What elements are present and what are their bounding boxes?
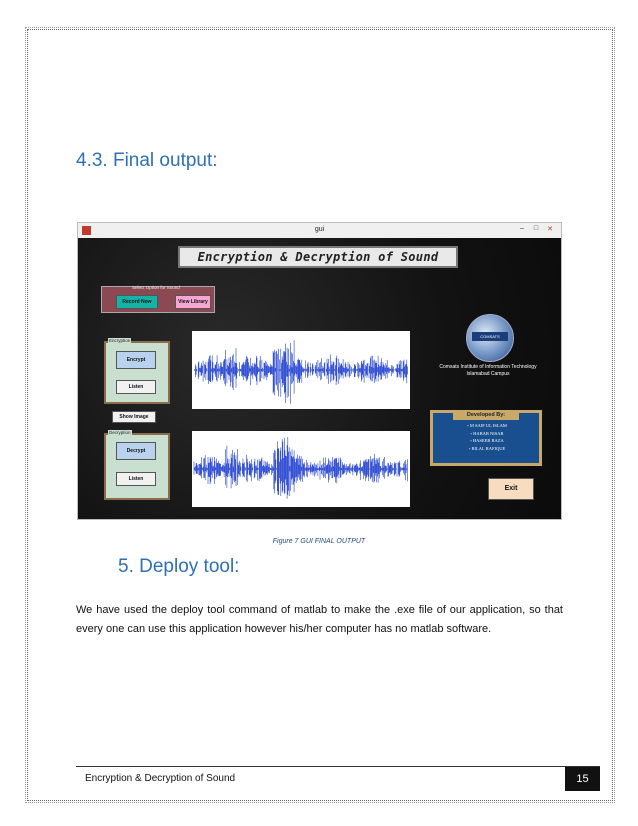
show-image-button[interactable]: Show Image xyxy=(112,411,156,423)
developed-by-label: Developed By: xyxy=(453,411,519,420)
listen-button-encrypted[interactable]: Listen xyxy=(116,380,156,394)
waveform-trace xyxy=(194,437,408,499)
close-icon[interactable]: ✕ xyxy=(547,226,553,233)
decrypted-waveform-plot xyxy=(192,431,410,507)
gui-window xyxy=(77,222,562,520)
section-heading: 4.3. Final output: xyxy=(76,150,218,171)
exit-button[interactable]: Exit xyxy=(488,478,534,500)
sound-option-panel xyxy=(101,286,215,313)
minimize-icon[interactable]: – xyxy=(520,225,524,232)
title-banner: Encryption & Decryption of Sound xyxy=(178,246,458,268)
waveform-trace xyxy=(194,340,408,403)
maximize-icon[interactable]: □ xyxy=(533,225,539,232)
developer-name: ▫ M SAIF UL ISLAM xyxy=(467,423,507,428)
encryption-label: Encryption xyxy=(109,338,131,343)
view-library-button[interactable]: View Library xyxy=(175,295,211,309)
window-title: gui xyxy=(314,226,325,233)
decrypt-button[interactable]: Decrypt xyxy=(116,442,156,460)
developer-list xyxy=(439,422,535,452)
institute-name xyxy=(418,364,558,378)
logo-text: COMSATS xyxy=(472,332,508,341)
listen-button-decrypted[interactable]: Listen xyxy=(116,472,156,486)
footer-rule xyxy=(76,766,600,767)
decryption-panel xyxy=(104,430,170,500)
institute-line-2: Islamabad Campus xyxy=(466,371,510,377)
select-option-label: Select Option for Sound xyxy=(132,285,180,290)
record-now-button[interactable]: Record Now xyxy=(116,295,158,309)
figure-caption: Figure 7 GUI FINAL OUTPUT xyxy=(272,538,366,545)
page-number: 15 xyxy=(565,767,600,791)
decrypted-waveform xyxy=(192,431,410,507)
developer-name: ▫ BILAL RAFIQUE xyxy=(468,445,506,451)
decryption-label: Decryption xyxy=(109,430,131,435)
developers-box xyxy=(430,410,542,466)
encryption-panel xyxy=(104,338,170,404)
encrypted-waveform-plot xyxy=(192,331,410,409)
comsats-logo xyxy=(466,314,514,362)
deploy-heading: 5. Deploy tool: xyxy=(118,556,240,577)
developer-name: ▫ HABAB NISAR xyxy=(470,430,504,436)
window-client-area xyxy=(78,238,561,520)
encrypt-button[interactable]: Encrypt xyxy=(116,351,156,369)
encrypted-waveform xyxy=(192,331,410,409)
developer-name: ▫ HASEEB RAZA xyxy=(470,438,504,443)
institute-line-1: Comsats Institute of Information Technology xyxy=(439,364,537,370)
body-paragraph: We have used the deploy tool command of matlab to make the .exe file of our application, so that every one can use this application however his/her computer has no matlab software. xyxy=(76,604,563,635)
window-titlebar xyxy=(78,223,561,239)
footer-title: Encryption & Decryption of Sound xyxy=(85,773,236,784)
